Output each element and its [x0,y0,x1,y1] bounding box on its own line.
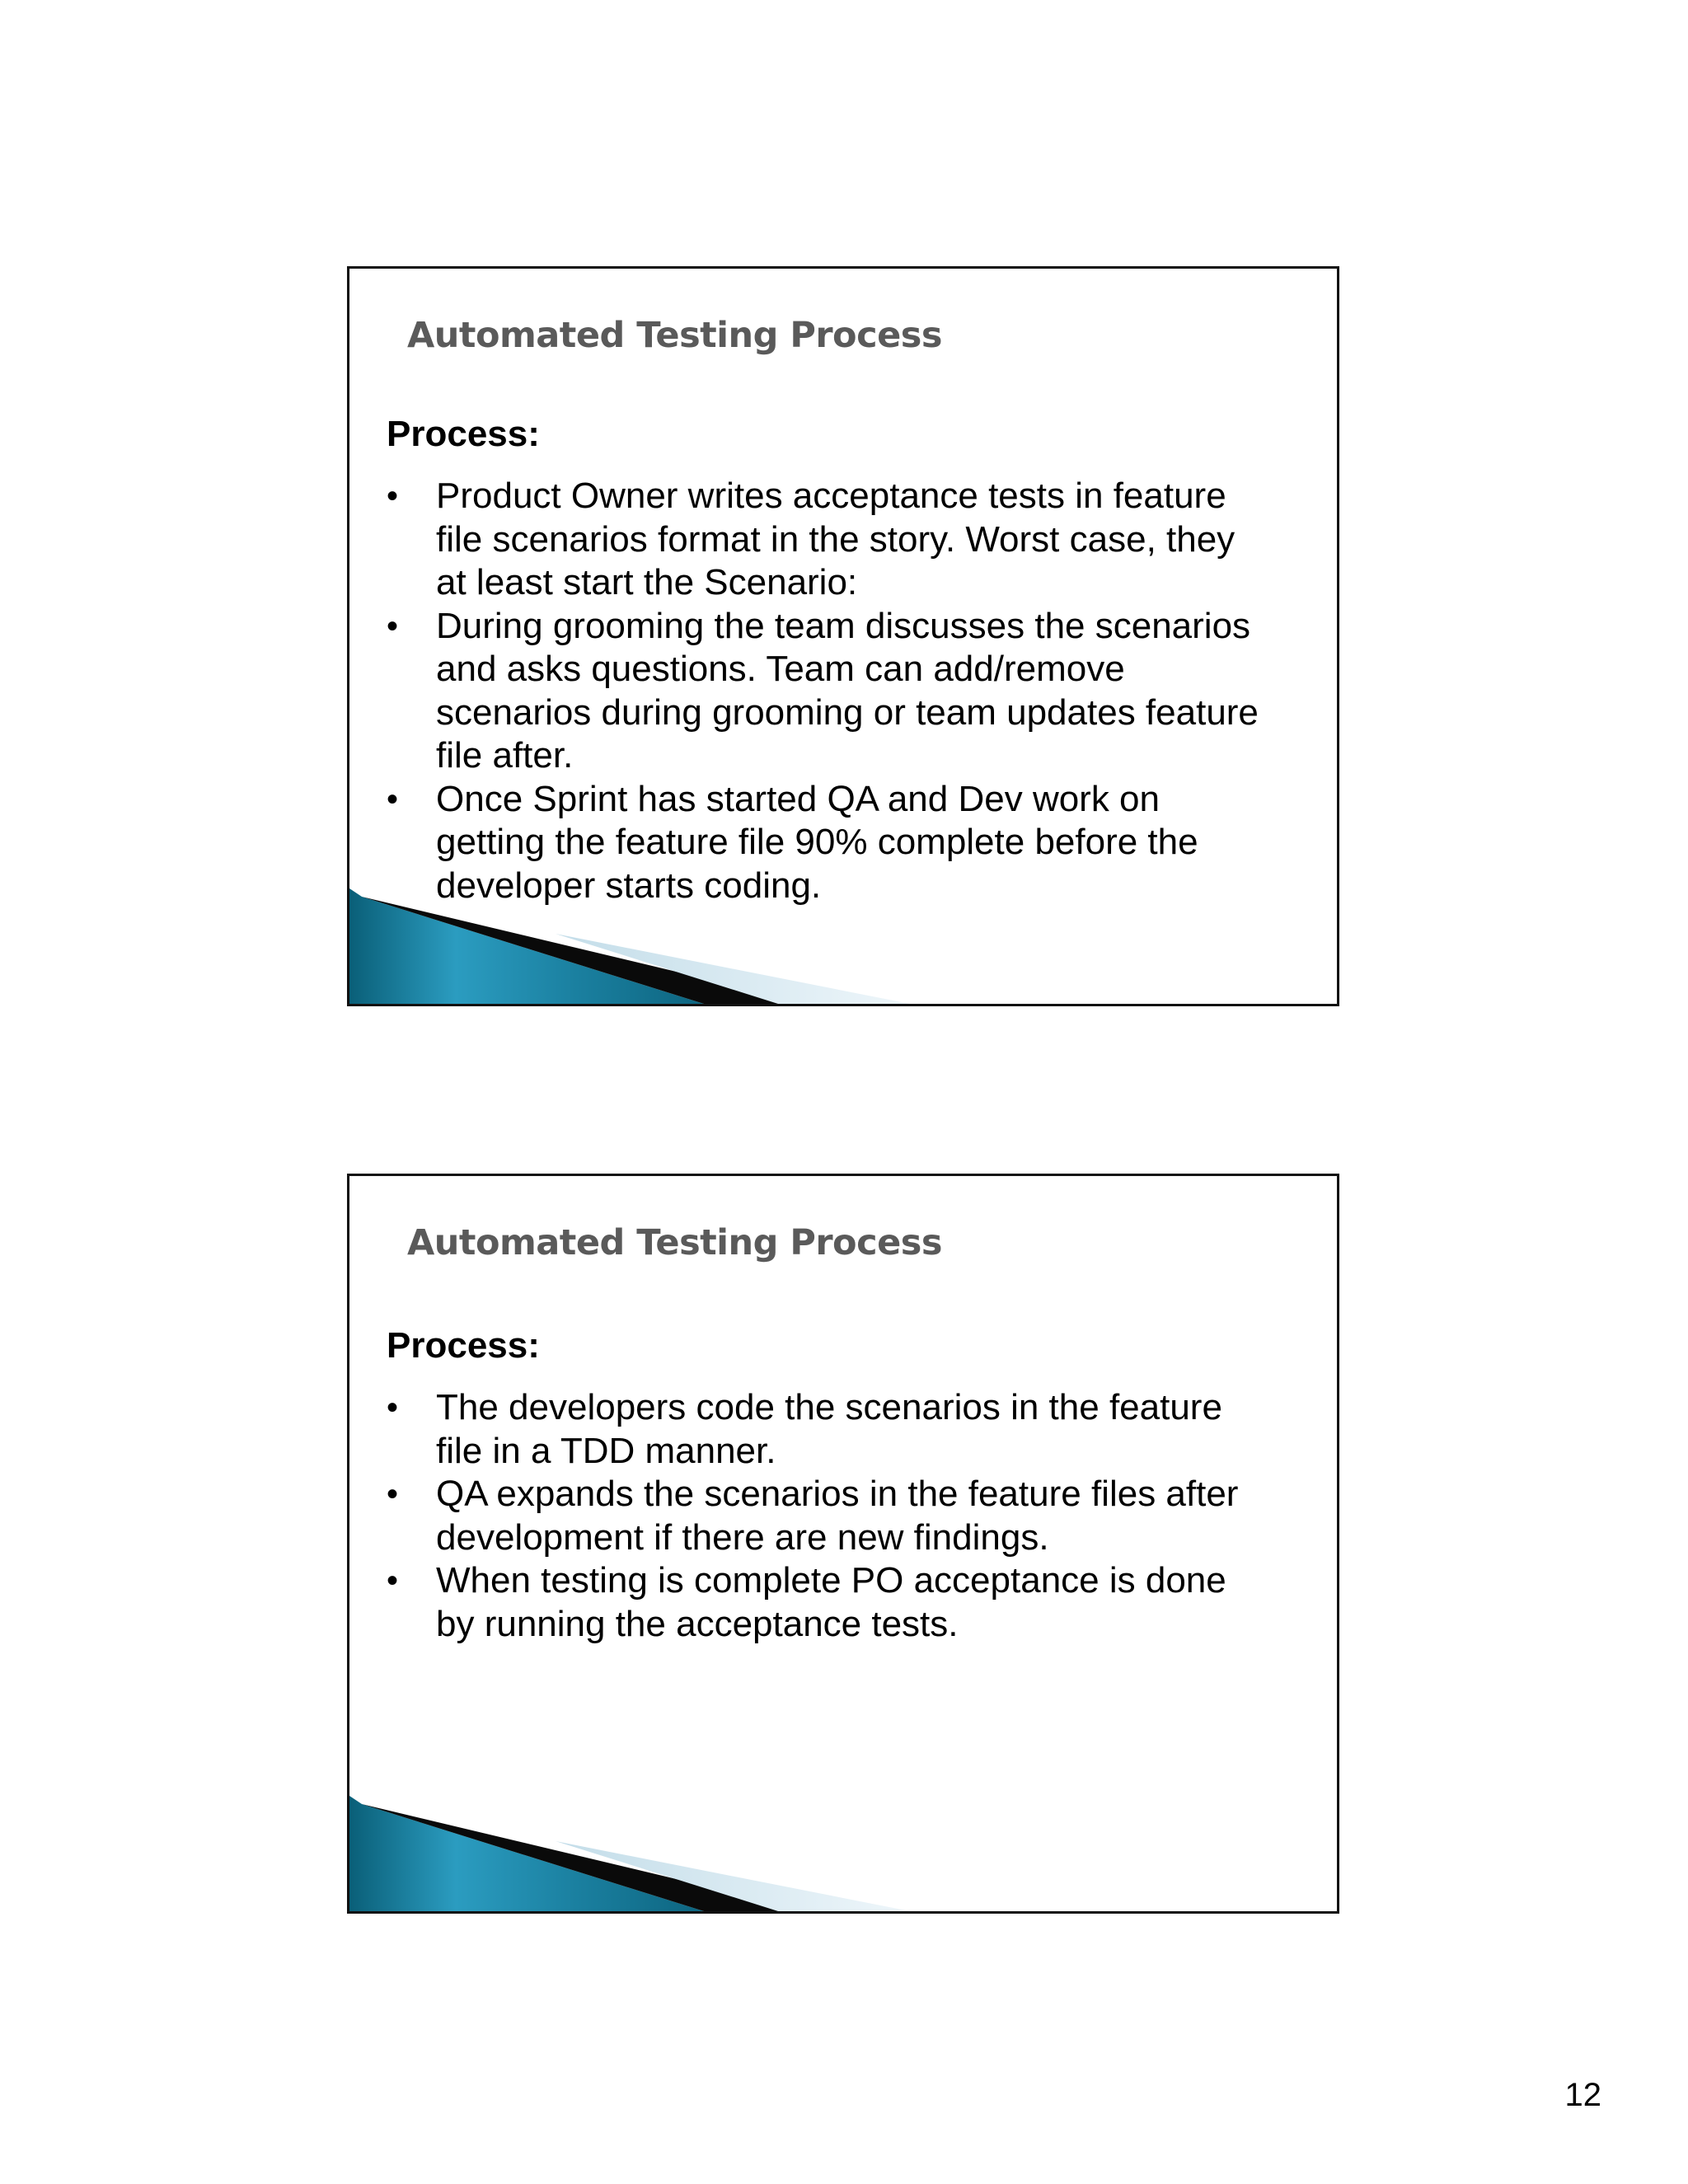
slide-1 [347,266,1339,1006]
bullet-text: Product Owner writes acceptance tests in feature file scenarios format in the story. Worst case, they at least start the Scenario: [436,476,1236,602]
slide-2 [347,1174,1339,1914]
process-label: Process: [387,1325,540,1366]
bullet-icon: • [387,1390,399,1426]
slide-title: Automated Testing Process [407,1222,942,1263]
bullet-text: When testing is complete PO acceptance is done by running the acceptance tests. [436,1560,1226,1644]
bullet-icon: • [387,1563,399,1599]
bullet-text: Once Sprint has started QA and Dev work on getting the feature file 90% complete before the developer starts coding. [436,778,1198,906]
bullet-list [387,1386,1260,1646]
swoosh-decoration [349,1788,1339,1911]
page-number: 12 [1564,2077,1601,2113]
bullet-list [387,475,1260,907]
bullet-item [387,605,1260,778]
bullet-text: QA expands the scenarios in the feature files after development if there are new findings. [436,1474,1239,1558]
process-label: Process: [387,414,540,454]
bullet-icon: • [387,1476,399,1512]
bullet-text: During grooming the team discusses the scenarios and asks questions. Team can add/remove scenarios during grooming or team updates feature file after. [436,605,1259,776]
bullet-icon: • [387,780,399,818]
bullet-item [387,1386,1260,1473]
bullet-text: The developers code the scenarios in the feature file in a TDD manner. [436,1387,1222,1471]
bullet-icon: • [387,607,399,644]
bullet-icon: • [387,478,399,514]
swoosh-decoration [349,880,1339,1004]
slide-title: Automated Testing Process [407,315,942,356]
bullet-item [387,475,1260,605]
bullet-item [387,1559,1260,1646]
bullet-item [387,1473,1260,1559]
